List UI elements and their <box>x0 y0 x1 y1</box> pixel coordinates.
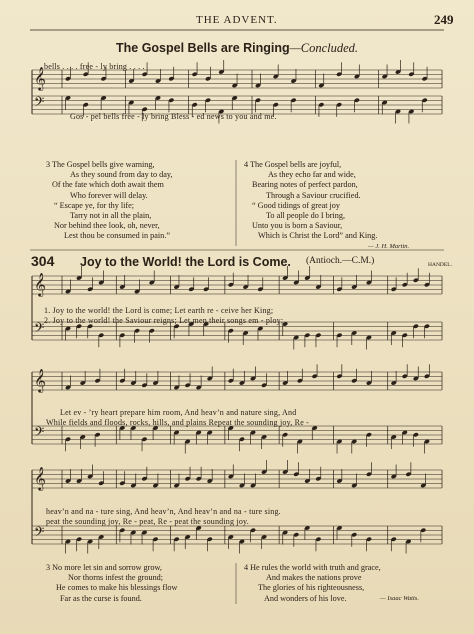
hymn2-system-3-treble-clef: 𝄞 <box>34 466 46 490</box>
hymn1-lyric-bottom: Gos - pel bells free - ly bring Bless - ed news to you and me. <box>70 112 277 121</box>
hymn-number: 304 <box>31 253 55 269</box>
verse-line: Tarry not in all the plain, <box>70 211 152 221</box>
hymn2-system1-line1: 1. Joy to the world! the Lord is come; Let earth re - ceive her King; <box>44 306 274 315</box>
hymn1-system-bass-clef: 𝄢 <box>34 94 45 113</box>
verse-line: Bearing notes of perfect pardon, <box>252 180 358 190</box>
verse-line: Unto you is born a Saviour, <box>252 221 343 231</box>
verse-line: 4 The Gospel bells are joyful, <box>244 160 342 169</box>
verse-line: To all people do I bring, <box>266 211 346 221</box>
verse-line: Which is Christ the Lord” and King. <box>258 231 378 241</box>
verse-line: The glories of his righteousness, <box>258 583 365 593</box>
hymn2-system-1-treble-clef: 𝄞 <box>34 272 46 296</box>
verse-line: He comes to make his blessings flow <box>56 583 178 593</box>
verse-line: Who forever will delay. <box>70 190 148 200</box>
tune-name: (Antioch.—C.M.) <box>306 256 375 266</box>
verse-line: 4 He rules the world with truth and grace, <box>244 563 381 572</box>
hymn2-system-2-treble-clef: 𝄞 <box>34 368 46 392</box>
verse-line: 3 No more let sin and sorrow grow, <box>46 563 162 572</box>
hymn2-system3-line1: heav’n and na - ture sing, And heav’n, And heav’n and na - ture sing. <box>46 507 281 516</box>
verse-line: Nor behind thee look, oh, never, <box>54 221 160 231</box>
hymn2-title: Joy to the World! the Lord is Come. <box>80 255 291 269</box>
hymn2-system3-line2: peat the sounding joy, Re - peat, Re - peat the sounding joy. <box>46 517 249 526</box>
hymn2-system-1-bass-clef: 𝄢 <box>34 320 45 339</box>
hymn2-system2-line1: Let ev - ’ry heart prepare him room, And heav’n and nature sing, And <box>60 408 297 417</box>
verse-line: “ Good tidings of great joy <box>252 200 340 210</box>
composer: HANDEL. <box>428 262 452 268</box>
verse-line: 3 The Gospel bells give warning, <box>46 160 155 169</box>
hymn2-author: — Isaac Watts. <box>380 595 419 602</box>
verse-line: And wonders of his love. <box>264 593 347 603</box>
hymn1-lyric-top: bells . . . . free - ly bring . . . . <box>44 62 145 71</box>
hymn2-system2-line2: While fields and floods, rocks, hills, and plains Repeat the sounding joy, Re - <box>46 418 310 427</box>
verse-line: Far as the curse is found. <box>60 593 142 603</box>
hymn2-verse-4 <box>244 563 381 604</box>
hymn1-title-suffix: —Concluded. <box>289 41 359 55</box>
verse-line: Lest thou be consumed in pain.” <box>64 231 170 241</box>
running-header: THE ADVENT. <box>196 14 278 26</box>
verse-line: Nor thorns infest the ground; <box>68 573 164 583</box>
hymn2-system-3-bass-clef: 𝄢 <box>34 524 45 543</box>
verse-line: As they sound from day to day, <box>70 170 173 180</box>
hymn1-title-text: The Gospel Bells are Ringing <box>116 41 290 55</box>
hymn1-verse-4 <box>244 160 377 242</box>
hymn1-author: — J. H. Martin. <box>368 243 410 250</box>
hymn1-verse-3 <box>46 160 172 242</box>
hymn2-system-2-bass-clef: 𝄢 <box>34 424 45 443</box>
hymn2-system1-line2: 2. Joy to the world! the Saviour reigns; Let men their songs em - ploy; <box>44 316 284 325</box>
verse-line: Through a Saviour crucified. <box>266 190 361 200</box>
verse-line: And makes the nations prove <box>266 573 362 583</box>
verse-line: As they echo far and wide, <box>268 170 356 180</box>
verse-line: “ Escape ye, for thy life; <box>54 200 135 210</box>
page-number: 249 <box>434 12 454 27</box>
hymn2-verse-3 <box>46 563 177 604</box>
hymn1-title <box>116 41 358 56</box>
hymn1-system-treble-clef: 𝄞 <box>34 66 46 90</box>
verse-line: Of the fate which doth await them <box>52 180 164 190</box>
